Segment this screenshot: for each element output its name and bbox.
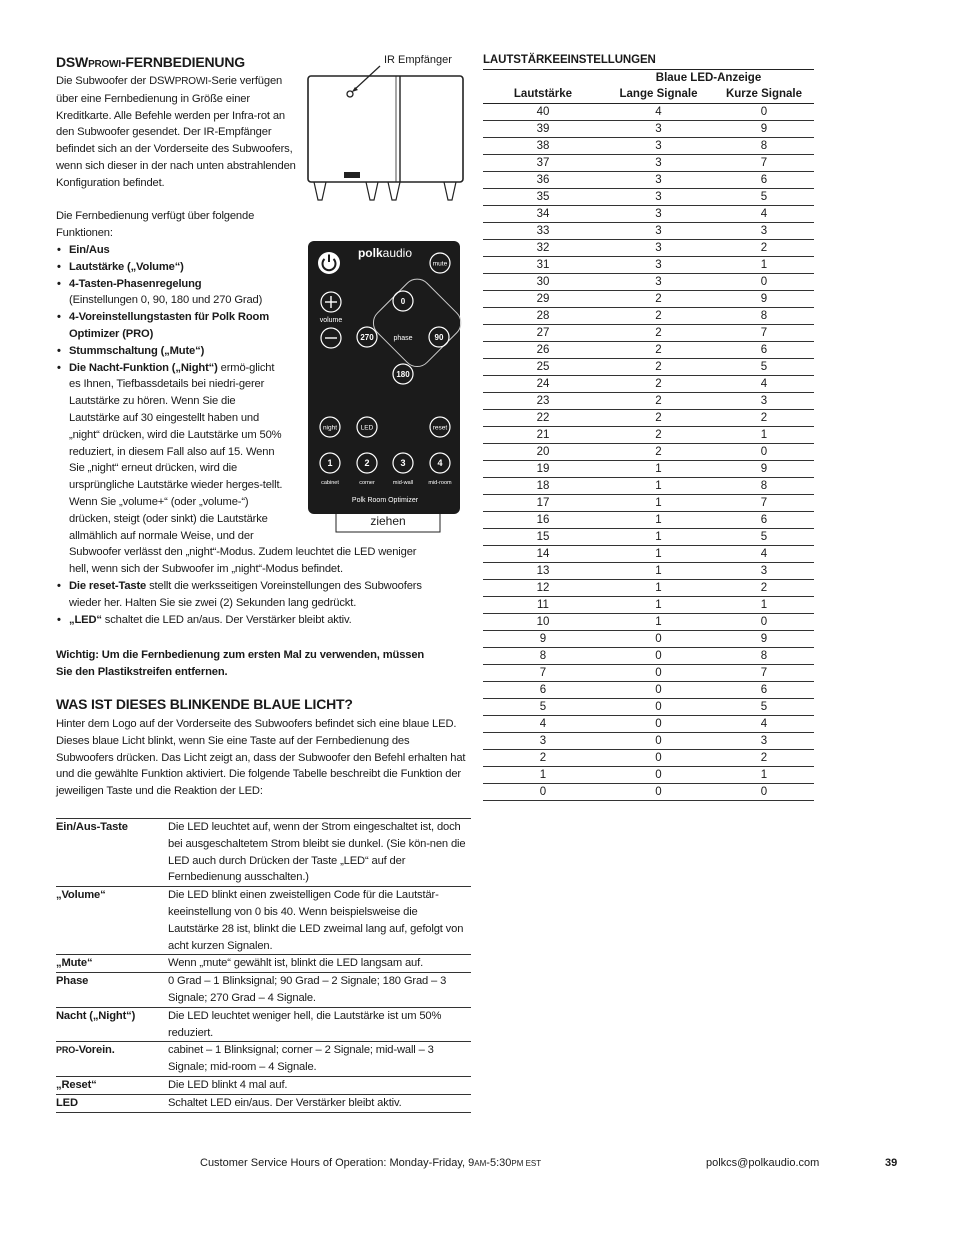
cell-short: 1	[714, 256, 814, 273]
title-part: DSW	[56, 54, 89, 70]
led-row-value: 0 Grad – 1 Blinksignal; 90 Grad – 2 Signale; 180 Grad – 3 Signale; 270 Grad – 4 Signale.	[168, 975, 447, 1004]
cell-long: 1	[603, 494, 714, 511]
cell-volume: 14	[483, 545, 603, 562]
feature-phase: 4-Tasten-Phasenregelung	[69, 277, 202, 290]
table-row	[483, 171, 814, 188]
led-row-value: Die LED blinkt 4 mal auf.	[168, 1076, 471, 1094]
col-header-long: Lange Signale	[603, 86, 714, 103]
intro-text: Die Subwoofer der DSW	[56, 75, 175, 87]
cell-short: 4	[714, 545, 814, 562]
cell-volume: 15	[483, 528, 603, 545]
cell-volume: 10	[483, 613, 603, 630]
remote-intro-paragraph	[56, 73, 301, 192]
volume-settings-table	[483, 69, 814, 801]
cell-long: 3	[603, 256, 714, 273]
feature-night: Die Nacht-Funktion („Night“)	[69, 361, 218, 374]
cell-long: 1	[603, 511, 714, 528]
cell-long: 3	[603, 171, 714, 188]
pull-tab-label: ziehen	[370, 514, 406, 528]
phase-0-label: 0	[400, 297, 406, 306]
reset-label: reset	[432, 424, 448, 432]
hours-text: -5:30	[486, 1157, 512, 1169]
table-row	[483, 766, 814, 783]
cell-volume: 35	[483, 188, 603, 205]
cell-short: 0	[714, 273, 814, 290]
led-row-value: cabinet – 1 Blinksignal; corner – 2 Signale; mid-wall – 3 Signale; mid-room – 4 Signale.	[168, 1042, 471, 1077]
cell-volume: 28	[483, 307, 603, 324]
blue-light-paragraph: Hinter dem Logo auf der Vorderseite des Subwoofers befindet sich eine blaue LED. Dieses blaue Licht blinkt, wenn Sie eine Taste auf der Fernbedienung des Subwoofers drücken. Das Licht zeigt an, dass der Subwoofer den Befehl erhalten hat und die gewählte Funktion aktiviert. Die folgende Tabelle beschreibt die Funktion der jeweiligen Taste und die Reaktion der LED:	[56, 718, 466, 798]
preset-3-caption: mid-wall	[392, 480, 414, 486]
table-row	[483, 392, 814, 409]
page-number: 39	[885, 1157, 898, 1169]
volume-table-title: LAUTSTÄRKEEINSTELLUNGEN	[483, 54, 656, 66]
table-row	[483, 579, 814, 596]
header-empty	[483, 70, 603, 87]
led-row-key-text: -Vorein.	[75, 1044, 115, 1057]
table-row	[483, 613, 814, 630]
smallcaps-pro: PRO	[56, 1045, 76, 1056]
cell-short: 1	[714, 596, 814, 613]
led-row-key: Nacht („Night“)	[56, 1007, 168, 1042]
cell-volume: 39	[483, 120, 603, 137]
volume-table-body	[483, 103, 814, 800]
group-header: Blaue LED-Anzeige	[603, 70, 814, 87]
cell-short: 3	[714, 392, 814, 409]
table-row	[483, 409, 814, 426]
cell-short: 7	[714, 324, 814, 341]
feature-night-text-cont: Subwoofer verlässt den „night“-Modus. Zudem leuchtet die LED weniger hell, wenn sich der Subwoofer im „night“-Modus befindet.	[69, 546, 417, 576]
cell-volume: 24	[483, 375, 603, 392]
led-row-value: Die LED leuchtet auf, wenn der Strom eingeschaltet ist, doch bei ausgeschaltetem Strom bleibt sie dunkel. (Sie kön-nen die LED auch durch Drücken der Taste „LED“ auf der Fernbedienung ausschalten.)	[168, 819, 471, 887]
cell-volume: 22	[483, 409, 603, 426]
table-row	[483, 562, 814, 579]
preset-1-label: 1	[327, 458, 333, 468]
cell-long: 4	[603, 103, 714, 120]
remote-control-illustration	[306, 240, 466, 536]
cell-volume: 1	[483, 766, 603, 783]
cell-short: 3	[714, 732, 814, 749]
section-title-remote	[56, 54, 245, 70]
cell-long: 2	[603, 307, 714, 324]
feature-reset-text: stellt die werksseitigen Voreinstellungen des Subwoofers wieder her. Halten Sie sie zwei (2) Sekunden lang gedrückt.	[69, 579, 422, 609]
table-row	[483, 290, 814, 307]
cell-short: 4	[714, 205, 814, 222]
table-row	[483, 205, 814, 222]
warning-note: Wichtig: Um die Fernbedienung zum ersten Mal zu verwenden, müssen Sie den Plastikstreifen entfernen.	[56, 649, 425, 678]
table-row	[483, 239, 814, 256]
cell-short: 6	[714, 171, 814, 188]
cell-long: 2	[603, 341, 714, 358]
cell-short: 2	[714, 239, 814, 256]
cell-volume: 12	[483, 579, 603, 596]
preset-4-caption: mid-room	[428, 480, 452, 486]
cell-long: 0	[603, 766, 714, 783]
phase-270-label: 270	[360, 333, 374, 342]
feature-presets: • 4-Voreinstellungstasten für Polk Room Optimizer (PRO)	[69, 311, 269, 340]
cell-volume: 7	[483, 664, 603, 681]
preset-1-caption: cabinet	[321, 480, 339, 486]
table-row	[483, 443, 814, 460]
table-row	[483, 375, 814, 392]
cell-short: 6	[714, 511, 814, 528]
cell-short: 0	[714, 103, 814, 120]
cell-long: 2	[603, 324, 714, 341]
table-row	[483, 256, 814, 273]
table-row	[483, 749, 814, 766]
cell-volume: 13	[483, 562, 603, 579]
cell-long: 0	[603, 783, 714, 800]
cell-short: 7	[714, 664, 814, 681]
feature-power: Ein/Aus	[69, 244, 110, 256]
cell-volume: 6	[483, 681, 603, 698]
led-row-value: Die LED blinkt einen zweistelligen Code für die Lautstär-keeinstellung von 0 bis 40. Wenn beispielsweise die Lautstärke 28 ist, blinkt die LED zweimal lang auf, gefolgt von acht kurzen Signalen.	[168, 887, 471, 955]
cell-long: 3	[603, 120, 714, 137]
footer-service-hours	[200, 1157, 541, 1169]
feature-volume: Lautstärke („Volume“)	[69, 260, 184, 273]
cell-volume: 0	[483, 783, 603, 800]
preset-3-label: 3	[400, 458, 406, 468]
cell-short: 8	[714, 307, 814, 324]
cell-long: 2	[603, 290, 714, 307]
cell-short: 4	[714, 375, 814, 392]
cell-long: 1	[603, 596, 714, 613]
cell-short: 5	[714, 188, 814, 205]
led-row-value: Die LED leuchtet weniger hell, die Lautstärke ist um 50% reduziert.	[168, 1007, 471, 1042]
cell-short: 9	[714, 460, 814, 477]
table-row	[483, 494, 814, 511]
feature-reset: Die reset-Taste	[69, 579, 147, 592]
table-row	[56, 819, 471, 887]
preset-4-label: 4	[437, 458, 443, 468]
table-row	[56, 973, 471, 1008]
table-row	[483, 137, 814, 154]
features-intro: Die Fernbedienung verfügt über folgende Funktionen:	[56, 210, 255, 239]
preset-2-label: 2	[364, 458, 370, 468]
cell-volume: 29	[483, 290, 603, 307]
cell-long: 1	[603, 477, 714, 494]
led-row-value: Schaltet LED ein/aus. Der Verstärker bleibt aktiv.	[168, 1094, 471, 1112]
title-smallcaps: PROWI	[88, 59, 121, 70]
cell-short: 5	[714, 698, 814, 715]
cell-volume: 38	[483, 137, 603, 154]
cell-long: 3	[603, 205, 714, 222]
led-row-key: Ein/Aus-Taste	[56, 819, 168, 887]
led-label: LED	[360, 424, 374, 432]
table-row	[483, 630, 814, 647]
cell-short: 9	[714, 630, 814, 647]
hours-am: AM	[474, 1159, 487, 1168]
mute-label: mute	[432, 260, 448, 268]
cell-short: 3	[714, 222, 814, 239]
feature-mute: Stummschaltung („Mute“)	[69, 344, 205, 357]
col-header-volume: Lautstärke	[483, 86, 603, 103]
cell-short: 7	[714, 154, 814, 171]
cell-volume: 27	[483, 324, 603, 341]
table-row	[483, 715, 814, 732]
table-header-row	[483, 86, 814, 103]
cell-short: 3	[714, 562, 814, 579]
cell-long: 3	[603, 239, 714, 256]
cell-short: 0	[714, 613, 814, 630]
ir-receiver-label: IR Empfänger	[384, 54, 452, 66]
cell-long: 0	[603, 681, 714, 698]
cell-long: 0	[603, 715, 714, 732]
cell-volume: 11	[483, 596, 603, 613]
intro-text: -Serie verfügen über eine Fernbedienung in Größe einer Kreditkarte. Alle Befehle werden per Infra-rot an den Subwoofer gesendet. Der IR-Empfänger befindet sich an der Vorderseite des Subwoofers, wenn sich dieser in der nach unten abstrahlenden Konfiguration befindet.	[56, 75, 296, 189]
cell-long: 3	[603, 222, 714, 239]
title-part: -FERNBEDIENUNG	[120, 54, 245, 70]
hours-text: Customer Service Hours of Operation: Monday-Friday, 9	[200, 1157, 475, 1169]
table-row	[483, 545, 814, 562]
cell-long: 0	[603, 749, 714, 766]
cell-long: 1	[603, 613, 714, 630]
cell-short: 5	[714, 358, 814, 375]
cell-short: 8	[714, 477, 814, 494]
cell-long: 0	[603, 732, 714, 749]
table-row	[483, 681, 814, 698]
cell-long: 3	[603, 154, 714, 171]
feature-led: „LED“	[69, 613, 102, 626]
cell-long: 0	[603, 698, 714, 715]
feature-item	[56, 578, 436, 612]
led-function-table	[56, 818, 471, 1113]
table-row	[56, 955, 471, 973]
cell-long: 1	[603, 460, 714, 477]
section-title-blue-light: WAS IST DIESES BLINKENDE BLAUE LICHT?	[56, 696, 353, 712]
footer-email[interactable]: polkcs@polkaudio.com	[706, 1157, 820, 1169]
table-row	[483, 324, 814, 341]
cell-volume: 33	[483, 222, 603, 239]
table-row	[483, 664, 814, 681]
phase-90-label: 90	[434, 333, 444, 342]
cell-volume: 30	[483, 273, 603, 290]
cell-volume: 9	[483, 630, 603, 647]
cell-long: 3	[603, 188, 714, 205]
table-row	[483, 222, 814, 239]
table-row	[56, 1007, 471, 1042]
table-row	[483, 426, 814, 443]
cell-volume: 4	[483, 715, 603, 732]
cell-long: 3	[603, 137, 714, 154]
table-row	[483, 103, 814, 120]
cell-volume: 21	[483, 426, 603, 443]
led-row-key: Phase	[56, 975, 89, 988]
table-row	[56, 1094, 471, 1112]
cell-volume: 3	[483, 732, 603, 749]
table-row	[483, 341, 814, 358]
cell-volume: 2	[483, 749, 603, 766]
cell-volume: 37	[483, 154, 603, 171]
table-row	[483, 732, 814, 749]
feature-night-text: ermö-glicht es Ihnen, Tiefbassdetails bei niedri-gerer Lautstärke zu hören. Wenn Sie die Lautstärke auf 30 eingestellt haben und „night“ drücken, wird die Lautstärke um 50% reduziert, in diesem Fall also auf 15. Wenn Sie „night“ erneut drücken, wird die ursprüngliche Lautstärke wieder herges-tellt. Wenn Sie „volume+“ (oder „volume-“) drücken, steigt (oder sinkt) die Lautstärke allmählich auf normale Weise, und der	[69, 361, 283, 542]
cell-short: 2	[714, 749, 814, 766]
cell-volume: 17	[483, 494, 603, 511]
led-row-key: „Reset“	[56, 1076, 168, 1094]
cell-volume: 26	[483, 341, 603, 358]
cell-long: 1	[603, 545, 714, 562]
cell-volume: 5	[483, 698, 603, 715]
table-row	[483, 596, 814, 613]
cell-short: 0	[714, 783, 814, 800]
table-row	[483, 188, 814, 205]
cell-short: 8	[714, 647, 814, 664]
cell-short: 1	[714, 426, 814, 443]
table-row	[483, 528, 814, 545]
room-optimizer-label: Polk Room Optimizer	[351, 497, 419, 504]
cell-volume: 40	[483, 103, 603, 120]
table-row	[483, 511, 814, 528]
intro-smallcaps: PROWI	[174, 76, 208, 87]
cell-volume: 25	[483, 358, 603, 375]
power-icon	[318, 252, 340, 274]
cell-volume: 36	[483, 171, 603, 188]
table-row	[483, 783, 814, 800]
cell-short: 2	[714, 579, 814, 596]
table-row	[483, 120, 814, 137]
cell-volume: 8	[483, 647, 603, 664]
table-row	[483, 154, 814, 171]
table-row	[483, 307, 814, 324]
cell-long: 1	[603, 562, 714, 579]
cell-long: 0	[603, 630, 714, 647]
hours-pm: PM EST	[511, 1159, 542, 1168]
cell-short: 5	[714, 528, 814, 545]
table-row	[56, 1042, 471, 1077]
cell-long: 2	[603, 426, 714, 443]
cell-short: 2	[714, 409, 814, 426]
cell-short: 8	[714, 137, 814, 154]
cell-volume: 20	[483, 443, 603, 460]
cell-long: 0	[603, 647, 714, 664]
cell-volume: 16	[483, 511, 603, 528]
cell-long: 2	[603, 443, 714, 460]
cell-volume: 32	[483, 239, 603, 256]
cell-long: 2	[603, 392, 714, 409]
feature-led-text: schaltet die LED an/aus. Der Verstärker bleibt aktiv.	[104, 613, 352, 626]
table-row	[483, 460, 814, 477]
phase-180-label: 180	[396, 370, 410, 379]
cell-volume: 18	[483, 477, 603, 494]
cell-short: 4	[714, 715, 814, 732]
cell-long: 2	[603, 358, 714, 375]
cell-volume: 19	[483, 460, 603, 477]
cell-volume: 34	[483, 205, 603, 222]
cell-long: 0	[603, 664, 714, 681]
table-row	[483, 698, 814, 715]
cell-long: 1	[603, 528, 714, 545]
table-row	[483, 477, 814, 494]
cell-short: 0	[714, 443, 814, 460]
remote-brand: polkaudio	[357, 246, 413, 260]
cell-short: 9	[714, 290, 814, 307]
cell-volume: 31	[483, 256, 603, 273]
cell-short: 9	[714, 120, 814, 137]
col-header-short: Kurze Signale	[714, 86, 814, 103]
led-row-key	[56, 1042, 168, 1077]
volume-label: volume	[319, 317, 343, 324]
cell-long: 3	[603, 273, 714, 290]
preset-2-caption: corner	[359, 480, 375, 486]
table-row	[56, 1076, 471, 1094]
feature-item	[56, 612, 436, 629]
feature-phase-sub: (Einstellungen 0, 90, 180 und 270 Grad)	[69, 294, 263, 307]
cell-long: 2	[603, 409, 714, 426]
cell-short: 7	[714, 494, 814, 511]
table-row	[56, 887, 471, 955]
led-row-key: „Mute“	[56, 955, 168, 973]
phase-label: phase	[393, 335, 413, 342]
table-row	[483, 647, 814, 664]
led-row-key: „Volume“	[56, 887, 168, 955]
cell-short: 6	[714, 681, 814, 698]
subwoofer-illustration	[300, 54, 468, 204]
cell-short: 1	[714, 766, 814, 783]
cell-short: 6	[714, 341, 814, 358]
table-row	[483, 273, 814, 290]
cell-long: 1	[603, 579, 714, 596]
cell-long: 2	[603, 375, 714, 392]
table-header-row	[483, 70, 814, 87]
table-row	[483, 358, 814, 375]
led-row-value: Wenn „mute“ gewählt ist, blinkt die LED langsam auf.	[168, 955, 471, 973]
led-row-key: LED	[56, 1094, 168, 1112]
night-label: night	[322, 424, 338, 432]
cell-volume: 23	[483, 392, 603, 409]
